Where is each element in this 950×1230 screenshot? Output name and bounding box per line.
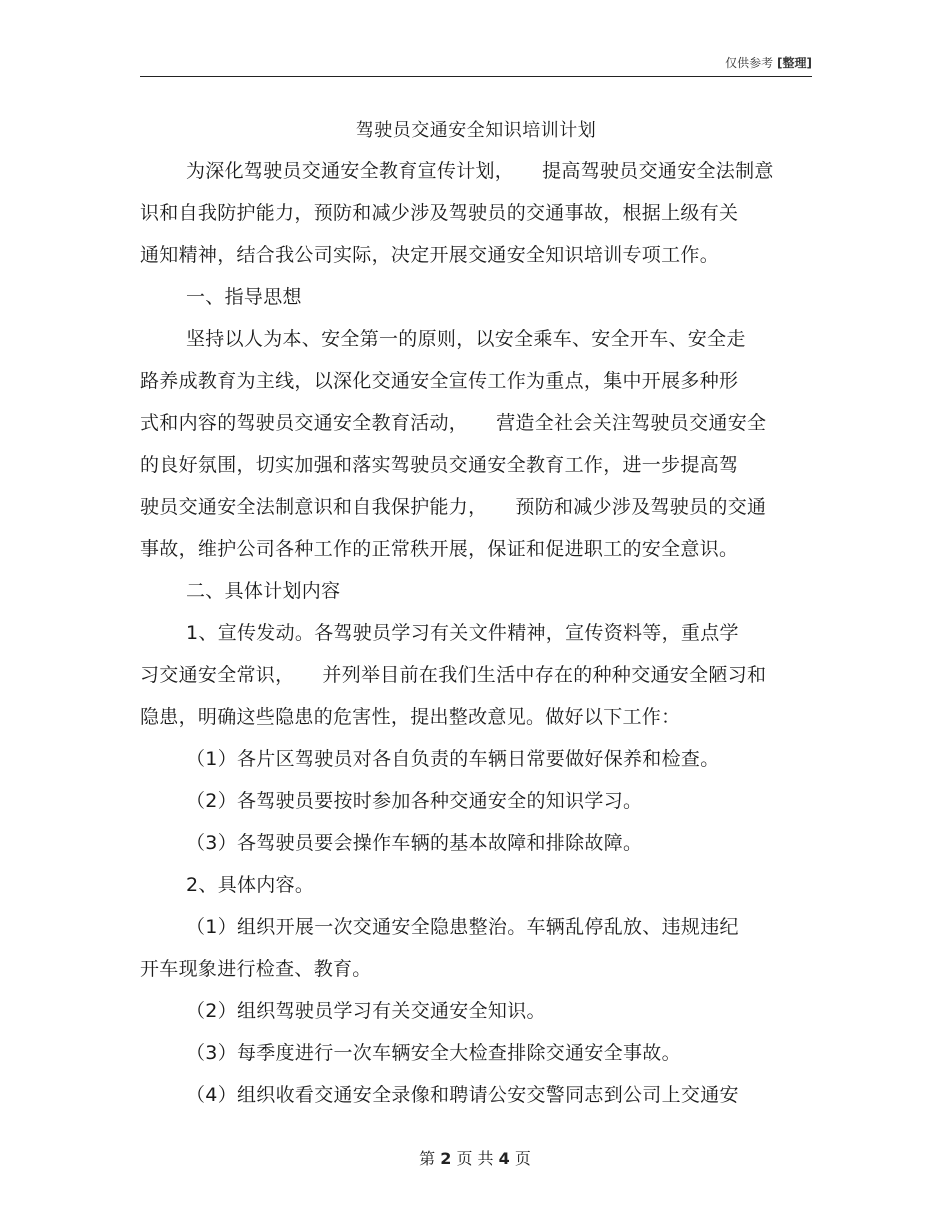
paragraph-line: 路养成教育为主线，以深化交通安全宣传工作为重点，集中开展多种形 (140, 370, 739, 392)
text-segment: 提高驾驶员交通安全法制意 (542, 160, 774, 182)
text-segment: 习交通安全常识， (140, 664, 295, 686)
section-heading: 二、具体计划内容 (186, 580, 341, 602)
header-note: 仅供参考 (725, 56, 774, 70)
paragraph-line: 隐患，明确这些隐患的危害性，提出整改意见。做好以下工作： (140, 706, 681, 728)
header-divider (140, 76, 812, 77)
text-segment: 驶员交通安全法制意识和自我保护能力， (140, 496, 488, 518)
header-tag: [整理] (777, 56, 812, 70)
page-number-footer (0, 1146, 950, 1169)
footer-text: 第 (419, 1149, 436, 1168)
subsection-heading: 2、具体内容。 (186, 874, 315, 896)
total-page-count: 4 (498, 1149, 510, 1168)
text-segment: 预防和减少涉及驾驶员的交通 (515, 496, 767, 518)
paragraph-line (140, 486, 800, 528)
list-item: （3）各驾驶员要会操作车辆的基本故障和排除故障。 (186, 832, 643, 854)
text-segment: 营造全社会关注驾驶员交通安全 (496, 412, 767, 434)
paragraph-line: 的良好氛围，切实加强和落实驾驶员交通安全教育工作，进一步提高驾 (140, 454, 739, 476)
paragraph-line (140, 150, 800, 192)
paragraph-line (140, 654, 800, 696)
list-item: （1）组织开展一次交通安全隐患整治。车辆乱停乱放、违规违纪 (186, 916, 739, 938)
text-segment: 并列举目前在我们生活中存在的种种交通安全陋习和 (322, 664, 767, 686)
list-item: （2）各驾驶员要按时参加各种交通安全的知识学习。 (186, 790, 643, 812)
section-heading: 一、指导思想 (186, 286, 302, 308)
document-title: 驾驶员交通安全知识培训计划 (355, 120, 597, 141)
list-item: （1）各片区驾驶员对各自负责的车辆日常要做好保养和检查。 (186, 748, 720, 770)
page-header (140, 54, 812, 71)
paragraph-line: 1、宣传发动。各驾驶员学习有关文件精神，宣传资料等，重点学 (186, 622, 739, 644)
paragraph-line: 识和自我防护能力，预防和减少涉及驾驶员的交通事故，根据上级有关 (140, 202, 739, 224)
paragraph-line: 开车现象进行检查、教育。 (140, 958, 372, 980)
footer-text: 页 共 (456, 1149, 494, 1168)
paragraph-line: 通知精神，结合我公司实际，决定开展交通安全知识培训专项工作。 (140, 244, 720, 266)
document-body (140, 150, 800, 1116)
text-segment: 为深化驾驶员交通安全教育宣传计划， (186, 160, 515, 182)
list-item: （4）组织收看交通安全录像和聘请公安交警同志到公司上交通安 (186, 1084, 739, 1106)
paragraph-line: 事故，维护公司各种工作的正常秩开展，保证和促进职工的安全意识。 (140, 538, 739, 560)
footer-text: 页 (514, 1149, 531, 1168)
list-item: （3）每季度进行一次车辆安全大检查排除交通安全事故。 (186, 1042, 681, 1064)
paragraph-line (140, 402, 800, 444)
text-segment: 式和内容的驾驶员交通安全教育活动， (140, 412, 469, 434)
current-page-number: 2 (440, 1149, 452, 1168)
paragraph-line: 坚持以人为本、安全第一的原则，以安全乘车、安全开车、安全走 (186, 328, 746, 350)
list-item: （2）组织驾驶员学习有关交通安全知识。 (186, 1000, 546, 1022)
